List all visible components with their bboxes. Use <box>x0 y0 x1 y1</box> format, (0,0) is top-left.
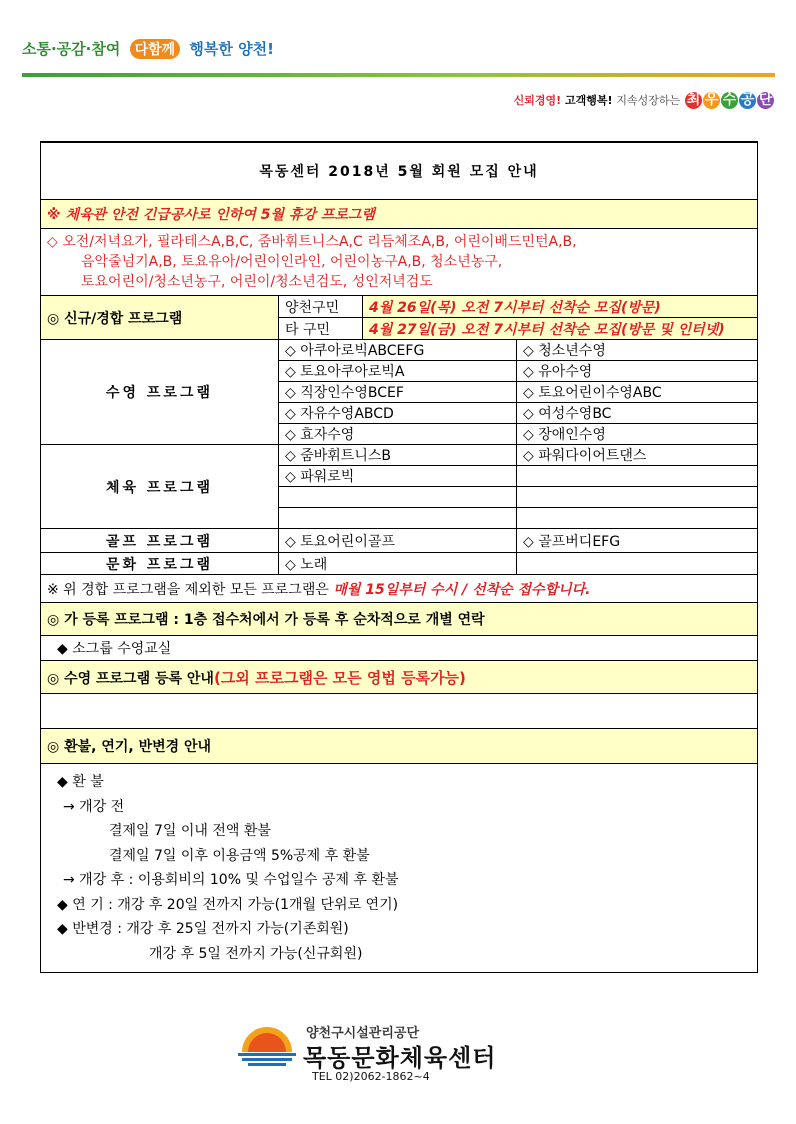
refund-details <box>41 764 758 973</box>
footer-center-name: 목동문화체육센터 <box>303 1044 497 1072</box>
sports-item: ◇ 파워로빅 <box>279 466 517 487</box>
golf-item: ◇ 토요어린이골프 <box>279 529 517 553</box>
header-motto <box>514 92 774 109</box>
schedule-yangcheon: 4월 26일(목) 오전 7시부터 선착순 모집(방문) <box>363 296 758 318</box>
refund-line: ◆ 연 기 : 개강 후 20일 전까지 가능(1개월 단위로 연기) <box>57 896 399 913</box>
rolling-registration-note <box>41 575 758 603</box>
provisional-sub: : 1층 접수처에서 가 등록 후 순차적으로 개별 연락 <box>168 612 485 628</box>
suspended-line-2: 음악줄넘기A,B, 토요유아/어린이인라인, 어린이농구A,B, 청소년농구, <box>81 254 503 270</box>
swim-item: ◇ 장애인수영 <box>517 424 758 445</box>
swim-item: ◇ 토요어린이수영ABC <box>517 382 758 403</box>
footer-phone: TEL 02)2062-1862~4 <box>312 1070 430 1083</box>
culture-category-label: 문화 프로그램 <box>41 553 279 575</box>
refund-line: 결제일 7일 이후 이용금액 5%공제 후 환불 <box>109 847 370 864</box>
motto-excellent-badges <box>684 92 774 108</box>
provisional-label: ◎ 가 등록 프로그램 <box>47 612 169 628</box>
slogan-text-1: 소통·공감·참여 <box>22 40 121 58</box>
refund-line: ◆ 반변경 : 개강 후 25일 전까지 가능(기존회원) <box>57 921 349 937</box>
resident-yangcheon: 양천구민 <box>279 296 363 318</box>
swim-item: ◇ 직장인수영BCEF <box>279 382 517 403</box>
sports-item <box>517 466 758 487</box>
slogan-dahap-badge: 다함께 <box>130 39 181 59</box>
swim-item: ◇ 자유수영ABCD <box>279 403 517 424</box>
suspended-program-list <box>41 229 758 296</box>
motto-badge-1: 최 <box>686 92 701 108</box>
sports-item-empty <box>279 487 517 508</box>
refund-line: → 개강 전 <box>63 798 125 815</box>
swim-item: ◇ 청소년수영 <box>517 340 758 361</box>
swim-item: ◇ 아쿠아로빅ABCEFG <box>279 340 517 361</box>
refund-line: 개강 후 5일 전까지 가능(신규회원) <box>149 945 363 962</box>
header-divider <box>22 73 775 77</box>
page-title: 목동센터 2018년 5월 회원 모집 안내 <box>41 142 758 200</box>
provisional-item: ◆ 소그룹 수영교실 <box>41 636 758 661</box>
recruitment-table <box>40 141 758 973</box>
header-slogan <box>22 38 274 59</box>
culture-item-empty <box>517 553 758 575</box>
motto-badge-5: 단 <box>758 92 773 108</box>
swim-item: ◇ 여성수영BC <box>517 403 758 424</box>
provisional-section <box>41 603 758 636</box>
swim-registration-note: (그외 프로그램은 모든 영법 등록가능) <box>213 668 466 687</box>
motto-trust: 신뢰경영! <box>513 94 562 107</box>
motto-growth: 지속성장하는 <box>616 94 681 107</box>
suspended-line-3: 토요어린이/청소년농구, 어린이/청소년검도, 성인저녁검도 <box>81 274 433 290</box>
golf-category-label: 골프 프로그램 <box>41 529 279 553</box>
refund-line: → 개강 후 : 이용회비의 10% 및 수업일수 공제 후 환불 <box>63 872 399 888</box>
sports-item: ◇ 줌바휘트니스B <box>279 445 517 466</box>
slogan-text-2: 행복한 양천! <box>189 40 274 58</box>
rolling-note-text: ※ 위 경합 프로그램을 제외한 모든 프로그램은 <box>47 581 334 598</box>
center-logo-icon <box>236 1024 298 1068</box>
swim-item: ◇ 토요아쿠아로빅A <box>279 361 517 382</box>
schedule-other: 4월 27일(금) 오전 7시부터 선착순 모집(방문 및 인터넷) <box>363 318 758 340</box>
swim-item: ◇ 효자수영 <box>279 424 517 445</box>
sports-category-label: 체육 프로그램 <box>41 445 279 529</box>
suspended-line-1: ◇ 오전/저녁요가, 필라테스A,B,C, 줌바휘트니스A,C 리듬체조A,B, 어린이배드민턴A,B, <box>47 234 577 250</box>
rolling-note-highlight: 매월 15일부터 수시 / 선착순 접수합니다. <box>333 581 591 598</box>
swim-registration-body <box>41 694 758 729</box>
motto-badge-2: 우 <box>704 92 719 108</box>
new-programs-label: ◎ 신규/경합 프로그램 <box>41 296 279 340</box>
refund-line: ◆ 환 불 <box>57 774 104 790</box>
closure-notice: ※ 체육관 안전 긴급공사로 인하여 5월 휴강 프로그램 <box>41 200 758 229</box>
refund-section-label: ◎ 환불, 연기, 반변경 안내 <box>41 729 758 764</box>
sports-item-empty <box>517 487 758 508</box>
motto-customer: 고객행복! <box>565 94 613 107</box>
swim-item: ◇ 유아수영 <box>517 361 758 382</box>
swim-registration-label: ◎ 수영 프로그램 등록 안내 <box>47 670 214 687</box>
resident-other: 타 구민 <box>279 318 363 340</box>
motto-badge-3: 수 <box>722 92 737 108</box>
swim-registration-section <box>41 661 758 694</box>
sports-item: ◇ 파워다이어트댄스 <box>517 445 758 466</box>
sports-item-empty <box>279 508 517 529</box>
golf-item: ◇ 골프버디EFG <box>517 529 758 553</box>
footer-org-name: 양천구시설관리공단 <box>306 1026 420 1041</box>
swim-category-label: 수영 프로그램 <box>41 340 279 445</box>
culture-item: ◇ 노래 <box>279 553 517 575</box>
sports-item-empty <box>517 508 758 529</box>
motto-badge-4: 공 <box>740 92 755 108</box>
refund-line: 결제일 7일 이내 전액 환불 <box>109 823 271 839</box>
